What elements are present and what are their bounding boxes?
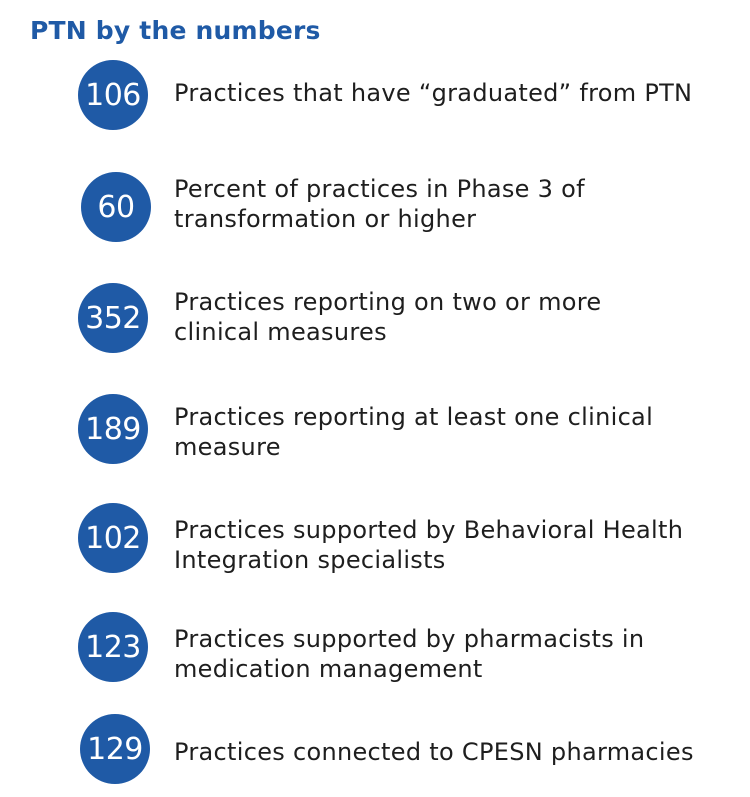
stat-description: Practices reporting on two or more clinical measures [174, 288, 602, 346]
stat-value-badge: 189 [78, 394, 148, 464]
stat-value-badge: 352 [78, 283, 148, 353]
stat-description: Practices supported by Behavioral Health Integration specialists [174, 516, 684, 574]
stat-value-badge: 123 [78, 612, 148, 682]
stat-value-badge: 106 [78, 60, 148, 130]
stat-value-badge: 129 [80, 714, 150, 784]
stat-description: Percent of practices in Phase 3 of transformation or higher [174, 175, 585, 233]
stat-value-badge: 60 [81, 172, 151, 242]
stat-value-badge: 102 [78, 503, 148, 573]
stat-description: Practices supported by pharmacists in medication management [174, 625, 645, 683]
page-title: PTN by the numbers [30, 16, 321, 45]
stat-description: Practices reporting at least one clinical measure [174, 403, 654, 461]
stat-description: Practices connected to CPESN pharmacies [174, 738, 694, 766]
stat-description: Practices that have “graduated” from PTN [174, 79, 693, 107]
